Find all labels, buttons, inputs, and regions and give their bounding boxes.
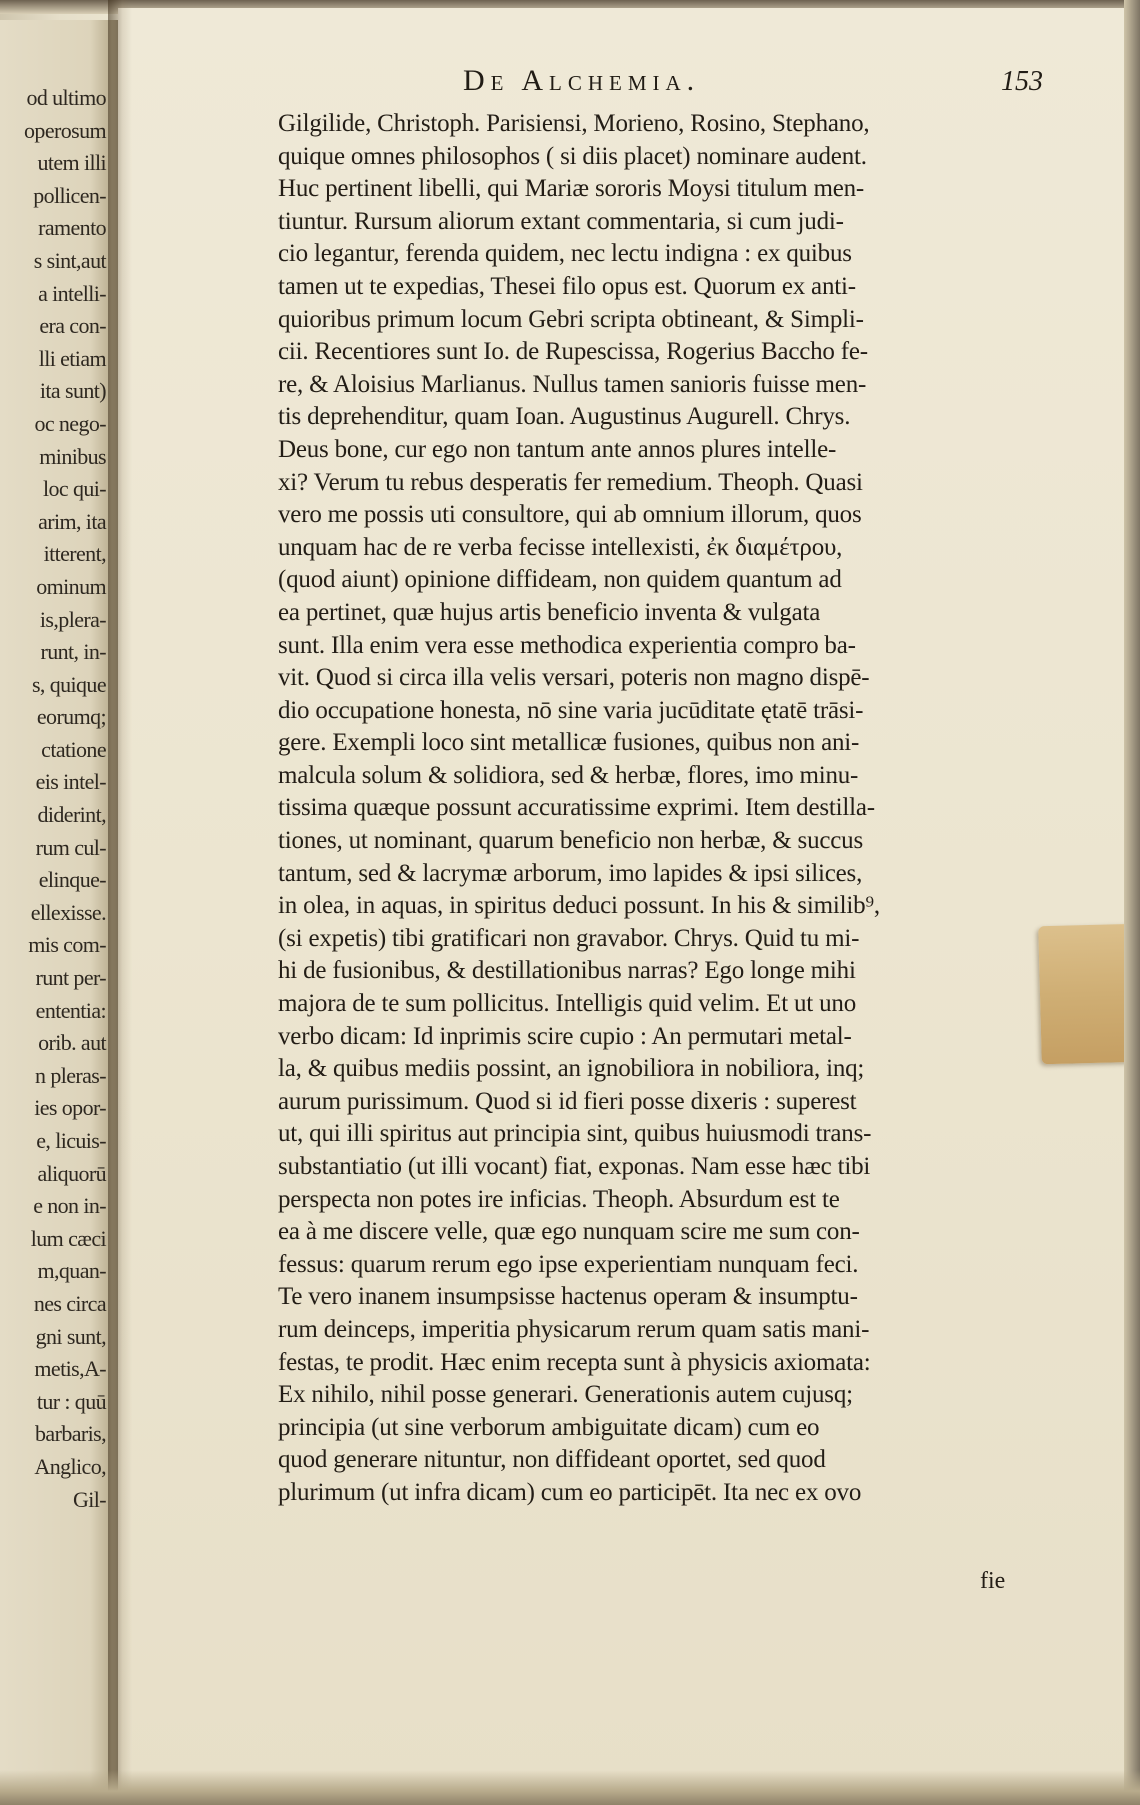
- text-line: (si expetis) tibi gratificari non gravabor. Chrys. Quid tu mi-: [278, 924, 860, 952]
- left-page-line: Gil-: [72, 1486, 106, 1512]
- text-line: substantiatio (ut illi vocant) fiat, exponas. Nam esse hæc tibi: [278, 1153, 871, 1180]
- left-page-line: s sint,aut: [33, 247, 106, 273]
- left-page-line: metis,A-: [34, 1356, 106, 1382]
- left-page-line: nes circa: [33, 1290, 106, 1316]
- left-page-line: itterent,: [43, 541, 106, 567]
- page-number: 153: [1001, 66, 1043, 97]
- text-line: sunt. Illa enim vera esse methodica experientia compro ba-: [278, 631, 856, 659]
- running-title: De Alchemia.: [463, 64, 701, 97]
- left-page-line: ctatione: [41, 736, 106, 762]
- left-page-line: orib. aut: [38, 1030, 106, 1056]
- text-line: quod generare nituntur, non diffideant oportet, sed quod: [278, 1446, 826, 1474]
- left-page-line: lum cæci: [30, 1225, 106, 1251]
- catchword: fie: [980, 1568, 1006, 1594]
- body-text: [278, 108, 1048, 1510]
- left-page-line: era con-: [39, 313, 106, 339]
- text-line: quioribus primum locum Gebri scripta obtineant, & Simpli-: [278, 305, 864, 333]
- left-page-line: minibus: [39, 443, 106, 469]
- text-line: Deus bone, cur ego non tantum ante annos plures intelle-: [278, 435, 837, 463]
- left-page-edge: [0, 20, 118, 1800]
- left-page-line: oc nego-: [34, 410, 106, 436]
- left-page-line: m,quan-: [37, 1258, 106, 1284]
- text-line: ea pertinet, quæ hujus artis beneficio inventa & vulgata: [278, 598, 821, 626]
- left-page-line: od ultimo: [26, 85, 106, 110]
- left-page-line: ellexisse.: [30, 899, 106, 925]
- text-line: ut, qui illi spiritus aut principia sint, quibus huiusmodi trans-: [278, 1120, 872, 1148]
- left-page-line: lli etiam: [38, 345, 106, 371]
- left-page-line: aliquorū: [37, 1160, 106, 1186]
- left-page-line: tur : quū: [36, 1388, 106, 1414]
- left-page-line: runt per-: [35, 965, 106, 991]
- text-line: re, & Aloisius Marlianus. Nullus tamen sanioris fuisse men-: [278, 370, 867, 398]
- text-line: xi? Verum tu rebus desperatis fer remedium. Theoph. Quasi: [278, 468, 863, 496]
- left-page-line: ies opor-: [34, 1095, 106, 1121]
- left-page-line: operosum: [24, 117, 106, 143]
- left-page-line: rum cul-: [35, 834, 106, 860]
- text-line: cii. Recentiores sunt Io. de Rupescissa, Rogerius Baccho fe-: [278, 338, 868, 366]
- text-line: tantum, sed & lacrymæ arborum, imo lapides & ipsi silices,: [278, 859, 863, 887]
- left-page-line: eorumq;: [36, 704, 106, 730]
- left-page-line: e, licuis-: [36, 1128, 106, 1153]
- page-bottom-edge: [0, 1770, 1140, 1805]
- left-page-line: s, quique: [31, 671, 106, 697]
- left-page-line: loc qui-: [42, 476, 106, 502]
- left-page-line: Anglico,: [34, 1453, 106, 1479]
- left-page-line: elinque-: [38, 867, 106, 893]
- text-line: principia (ut sine verborum ambiguitate dicam) cum eo: [278, 1413, 820, 1441]
- text-line: malcula solum & solidiora, sed & herbæ, flores, imo minu-: [278, 761, 859, 789]
- text-line: plurimum (ut infra dicam) cum eo participēt. Ita nec ex ovo: [278, 1478, 862, 1506]
- left-page-line: ita sunt): [39, 378, 106, 404]
- text-line: perspecta non potes ire inficias. Theoph. Absurdum est te: [278, 1185, 840, 1213]
- left-page-line: is,plera-: [39, 606, 106, 632]
- text-line: vero me possis uti consultore, qui ab omnium illorum, quos: [278, 501, 862, 529]
- text-line: tissima quæque possunt accuratissime exprimi. Item destilla-: [278, 794, 875, 822]
- left-page-line: arim, ita: [38, 508, 106, 534]
- text-line: la, & quibus mediis possint, an ignobiliora in nobiliora, inq;: [278, 1055, 865, 1083]
- left-page-line: utem illi: [37, 150, 106, 176]
- text-line: Ex nihilo, nihil posse generari. Generationis autem cujusq;: [278, 1381, 853, 1409]
- text-line: ea à me discere velle, quæ ego nunquam scire me sum con-: [278, 1218, 860, 1246]
- text-line: tamen ut te expedias, Thesei filo opus est. Quorum ex anti-: [278, 272, 856, 300]
- text-line: rum deinceps, imperitia physicarum rerum quam satis mani-: [278, 1315, 870, 1343]
- left-page-line: ominum: [36, 573, 106, 599]
- text-line: (quod aiunt) opinione diffideam, non quidem quantum ad: [278, 566, 842, 594]
- text-line: unquam hac de re verba fecisse intellexisti, ἐκ διαμέτρου,: [278, 533, 843, 561]
- text-line: fessus: quarum rerum ego ipse experientiam nunquam feci.: [278, 1250, 859, 1278]
- left-page-line: ententia:: [35, 997, 106, 1023]
- left-page-line: barbaris,: [35, 1421, 106, 1447]
- text-line: cio legantur, ferenda quidem, nec lectu indigna : ex quibus: [278, 240, 852, 268]
- page-right-edge: [1124, 0, 1140, 1805]
- text-line: festas, te prodit. Hæc enim recepta sunt à physicis axiomata:: [278, 1348, 871, 1376]
- gutter-shadow: [108, 0, 132, 1805]
- left-page-text-fragments: [6, 82, 116, 1516]
- left-page-line: a intelli-: [38, 280, 106, 306]
- left-page-line: diderint,: [37, 802, 106, 828]
- text-line: Gilgilide, Christoph. Parisiensi, Morieno, Rosino, Stephano,: [278, 110, 870, 137]
- main-page: [118, 8, 1140, 1805]
- left-page-line: pollicen-: [33, 182, 106, 208]
- left-page-line: gni sunt,: [35, 1323, 106, 1349]
- left-page-line: runt, in-: [40, 639, 106, 665]
- page-header: [343, 56, 1063, 106]
- text-line: gere. Exempli loco sint metallicæ fusiones, quibus non ani-: [278, 729, 860, 757]
- left-page-line: n pleras-: [35, 1062, 106, 1088]
- text-line: vit. Quod si circa illa velis versari, poteris non magno dispē-: [278, 664, 870, 692]
- text-line: verbo dicam: Id inprimis scire cupio : An permutari metal-: [278, 1022, 852, 1050]
- left-page-line: mis com-: [28, 932, 106, 958]
- left-page-line: ramento: [38, 215, 106, 241]
- text-line: dio occupatione honesta, nō sine varia jucūditate ętatē trāsi-: [278, 696, 864, 724]
- text-line: aurum purissimum. Quod si id fieri posse dixeris : superest: [278, 1087, 857, 1115]
- text-line: tiuntur. Rursum aliorum extant commentaria, si cum judi-: [278, 207, 844, 235]
- left-page-line: e non in-: [33, 1193, 106, 1219]
- text-line: majora de te sum pollicitus. Intelligis quid velim. Et ut uno: [278, 990, 856, 1018]
- text-line: Huc pertinent libelli, qui Mariæ sororis Moysi titulum men-: [278, 175, 865, 203]
- text-line: in olea, in aquas, in spiritus deduci possunt. In his & similib⁹,: [278, 892, 880, 920]
- text-line: quique omnes philosophos ( si diis placet) nominare audent.: [278, 142, 867, 170]
- text-line: tis deprehenditur, quam Ioan. Augustinus Augurell. Chrys.: [278, 403, 851, 431]
- text-line: tiones, ut nominant, quarum beneficio non herbæ, & succus: [278, 827, 864, 855]
- text-line: Te vero inanem insumpsisse hactenus operam & insumptu-: [278, 1283, 858, 1311]
- text-line: hi de fusionibus, & destillationibus narras? Ego longe mihi: [278, 957, 856, 985]
- left-page-line: eis intel-: [35, 769, 106, 795]
